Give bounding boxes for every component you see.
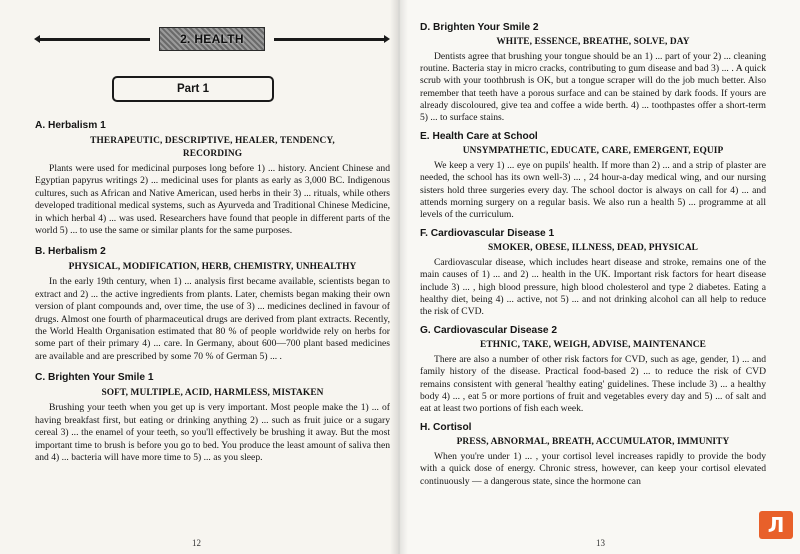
section-title: D. Brighten Your Smile 2 <box>420 22 539 33</box>
section-title: C. Brighten Your Smile 1 <box>35 372 154 384</box>
exercise-paragraph: There are also a number of other risk factors for CVD, such as age, gender, 1) ... and family history of the disease. Practical food-based 2) ... to reduce the risk of CVD remains consistent with general 'healthy eating' guidelines. These include 3) ... a healthy body 4) ... , eat 5 or more portions of fruit and vegetables every day and 5) ... of salt and eat at least two portions of fish each week. <box>420 354 766 415</box>
section-cardiovascular-1 <box>420 228 766 318</box>
section-title: H. Cortisol <box>420 422 472 434</box>
word-bank: WHITE, ESSENCE, BREATHE, SOLVE, DAY <box>496 37 690 47</box>
word-bank: SMOKER, OBESE, ILLNESS, DEAD, PHYSICAL <box>487 243 699 254</box>
right-page-content <box>420 22 766 495</box>
chapter-banner <box>38 28 386 50</box>
exercise-paragraph: Brushing your teeth when you get up is very important. Most people make the 1) ... of having breakfast first, but eating or drinking anything 2) ... such as fruit juice or a sugary cereal 3) ... the enamel of your teeth, so you'll effectively be brushing it away. But the most important time to brush is before you go to bed. You produce the least amount of saliva then and 4) ... bacteria will have more time to 5) ... as you sleep. <box>35 402 390 463</box>
part-label: Part 1 <box>112 76 274 102</box>
page-number-left: 12 <box>192 538 201 548</box>
section-title: E. Health Care at School <box>420 131 538 143</box>
word-bank: SOFT, MULTIPLE, ACID, HARMLESS, MISTAKEN <box>101 388 324 399</box>
exercise-paragraph: When you're under 1) ... , your cortisol level increases rapidly to provide the body with a quick dose of energy. Chronic stress, however, can keep your cortisol elevated continuously — a dangerous state, since the hormone can <box>420 451 766 487</box>
section-herbalism-2 <box>35 246 390 363</box>
word-bank: THERAPEUTIC, DESCRIPTIVE, HEALER, TENDENCY, RECORDING <box>90 136 335 159</box>
section-title: B. Herbalism 2 <box>35 246 106 258</box>
logo-letter: Л <box>767 513 785 537</box>
section-herbalism-1 <box>35 120 390 237</box>
section-cortisol <box>420 422 766 488</box>
book-gutter <box>390 0 408 554</box>
word-bank: ETHNIC, TAKE, WEIGH, ADVISE, MAINTENANCE <box>480 340 706 351</box>
banner-rule-left <box>38 38 150 41</box>
word-bank: PRESS, ABNORMAL, BREATH, ACCUMULATOR, IMMUNITY <box>456 437 730 448</box>
section-title: A. Herbalism 1 <box>35 120 106 131</box>
exercise-paragraph: Cardiovascular disease, which includes heart disease and stroke, remains one of the main causes of 1) ... and 2) ... health in the UK. Important risk factors for heart disease include 3) ... , high blood pressure, high blood cholesterol and type 2 diabetes. Eating a healthy diet, being 4) ... active, not 5) ... and not drinking alcohol can all help to reduce the risk of CVD. <box>420 257 766 318</box>
exercise-paragraph: Dentists agree that brushing your tongue should be an 1) ... part of your 2) ... cleaning routine. Bacteria stay in micro cracks, contributing to gum disease and bad 3) ... . A quick scrub with your toothbrush is OK, but a tongue scraper will do the job much better. Also remember that teeth have a porous surface and can be stained by dark foods. If yours are already discoloured, give tea and coffee a wide berth. 4) ... toothpastes offer a short-term 5) ... to surface stains. <box>420 51 766 124</box>
exercise-paragraph: Plants were used for medicinal purposes long before 1) ... history. Ancient Chinese and Egyptian papyrus writings 2) ... medicinal uses for plants as early as 3,000 BC. Indigenous cultures, such as African and Native American, used herbs in their 3) ... rituals, while others developed traditional medical systems, such as Ayurveda and Traditional Chinese Medicine, in which herbal 4) ... was used. Researchers have found that people in different parts of the world 5) ... to use the same or similar plants for the same purposes. <box>35 163 390 237</box>
exercise-paragraph: In the early 19th century, when 1) ... analysis first became available, scientists began to extract and 2) ... the active ingredients from plants. Later, chemists began making their own version of plant compounds and, over time, the use of 3) ... medicines declined in favour of drugs. Almost one fourth of pharmaceutical drugs are derived from plant extracts. Recently, the World Health Organisation estimated that 80 % of people worldwide rely on herbs for some part of their primary 4) ... care. In Germany, about 600—700 plant based medicines are available and are prescribed by some 70 % of German 5) ... . <box>35 276 390 362</box>
publisher-logo-icon <box>758 510 794 540</box>
section-brighten-smile-2 <box>420 22 766 124</box>
chapter-title: 2. HEALTH <box>159 27 265 51</box>
section-health-care-school <box>420 131 766 221</box>
word-bank: UNSYMPATHETIC, EDUCATE, CARE, EMERGENT, EQUIP <box>462 146 724 157</box>
banner-rule-right <box>274 38 386 41</box>
page-number-right: 13 <box>596 538 605 548</box>
section-title: F. Cardiovascular Disease 1 <box>420 228 555 240</box>
section-title: G. Cardiovascular Disease 2 <box>420 325 558 337</box>
section-brighten-smile-1 <box>35 372 390 464</box>
left-page-content <box>35 120 390 473</box>
word-bank: PHYSICAL, MODIFICATION, HERB, CHEMISTRY, UNHEALTHY <box>68 262 357 273</box>
exercise-paragraph: We keep a very 1) ... eye on pupils' health. If more than 2) ... and a strip of plaster are needed, the school has its own well-3) ... , 24 hour-a-day medical wing, and our nursing sisters hold three surgeries every day. The school doctor is always on call for 4) ... and attends morning surgery on a regular basis. We also run a health 5) ... programme at all levels of the curriculum. <box>420 160 766 221</box>
section-cardiovascular-2 <box>420 325 766 415</box>
